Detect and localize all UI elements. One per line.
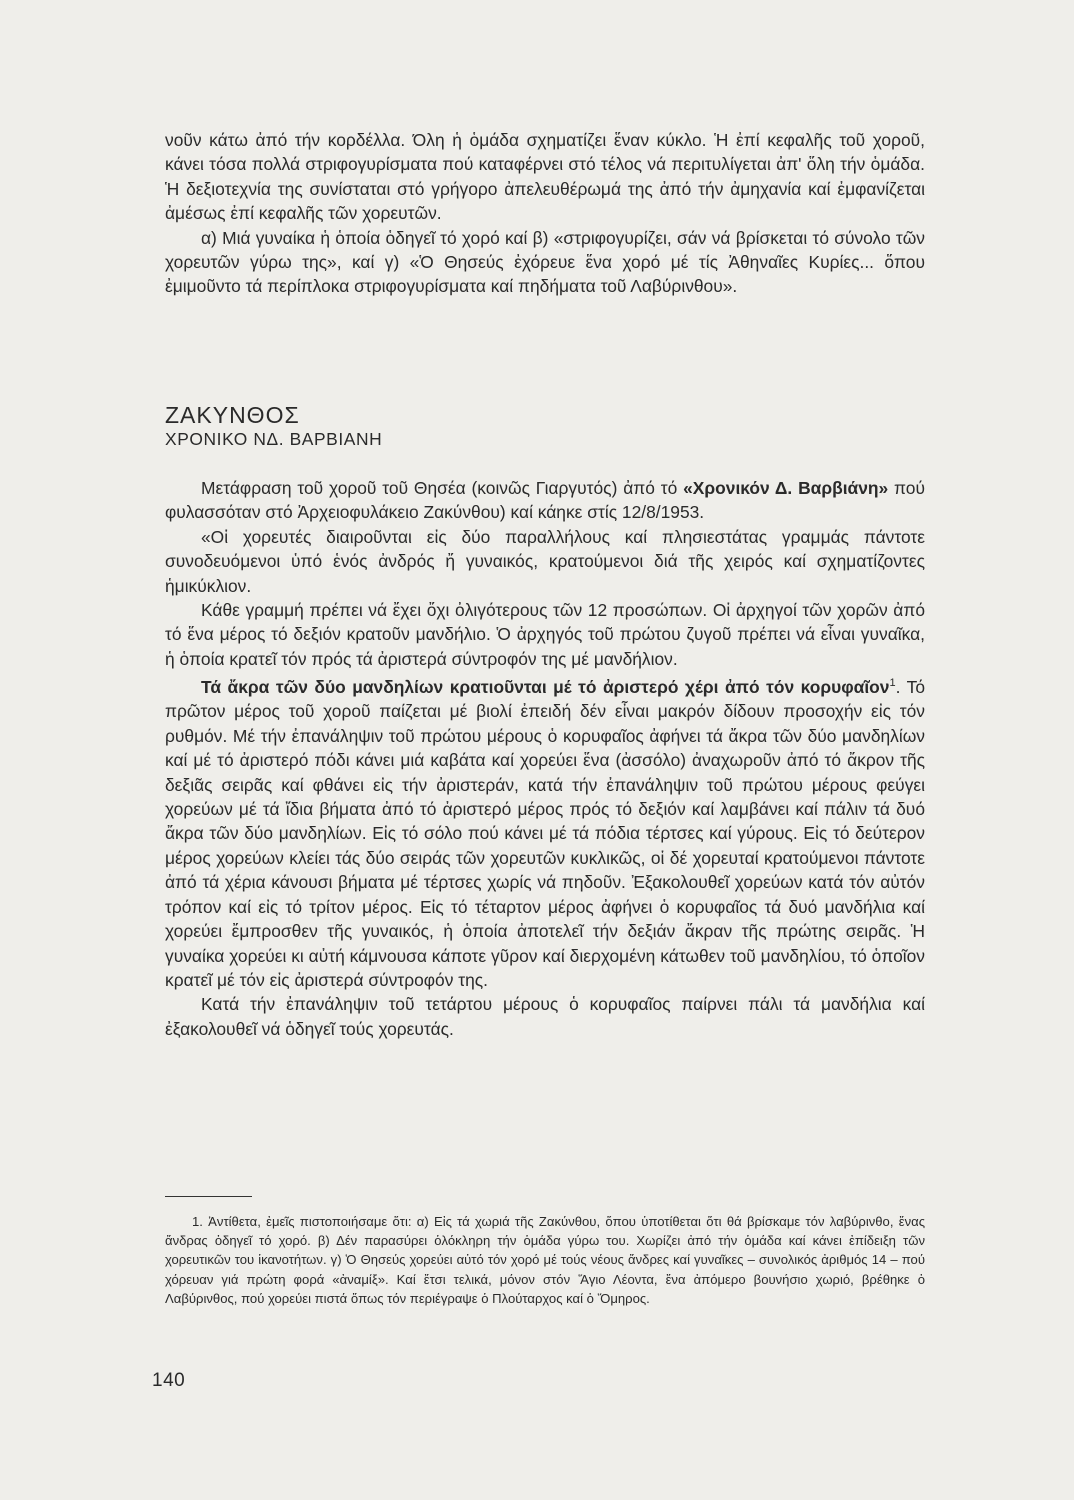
footnotes	[165, 1212, 925, 1308]
section-subtitle: ΧΡΟΝΙΚΟ ΝΔ. ΒΑΡΒΙΑΝΗ	[165, 429, 383, 449]
footnote-divider	[165, 1196, 252, 1197]
paragraph-main	[165, 671, 925, 992]
main-text	[165, 476, 925, 1041]
intro-text-end: πού φυλασσόταν στό Ἀρχειοφυλάκειο Ζακύνθου) καί κάηκε στίς 12/8/1953.	[165, 478, 925, 523]
intro-text: Μετάφραση τοῦ χοροῦ τοῦ Θησέα (κοινῶς Γιαργυτός) ἀπό τό	[201, 478, 684, 498]
opening-text	[165, 128, 925, 299]
section-title: ΖΑΚΥΝΘΟΣ	[165, 402, 300, 428]
footnote-1: 1. Ἀντίθετα, ἐμεῖς πιστοποιήσαμε ὅτι: α) Εἰς τά χωριά τῆς Ζακύνθου, ὅπου ὑποτίθεται ὅτι θά βρίσκαμε τόν λαβύρινθο, ἕνας ἄνδρας ὁδηγεῖ τό χορό. β) Δέν παρασύρει ὁλόκληρη τήν ὁμάδα γύρω του. Χωρίζει ἀπό τήν ὁμάδα καί κάνει ἐπίδειξη τῶν χορευτικῶν του ἱκανοτήτων. γ) Ὁ Θησεύς χορεύει αὐτό τόν χορό μέ τούς νέους ἄνδρες καί γυναῖκες – συνολικός ἀριθμός 14 – πού χόρευαν γιά πρώτη φορά «ἀναμίξ». Καί ἔτσι τελικά, μόνον στόν Ἅγιο Λέοντα, ἕνα ἀπόμερο βουνήσιο χωριό, βρέθηκε ὁ Λαβύρινθος, πού χορεύει πιστά ὅπως τόν περιέγραψε ὁ Πλούταρχος καί ὁ Ὅμηρος.	[165, 1214, 925, 1306]
paragraph-continuation: νοῦν κάτω ἀπό τήν κορδέλλα. Όλη ἡ ὁμάδα σχηματίζει ἕναν κύκλο. Ἡ ἐπί κεφαλῆς τοῦ χοροῦ, κάνει τόσα πολλά στριφογυρίσματα πού καταφέρνει στό τέλος νά περιτυλίγεται ἀπ' ὅλη τήν ὁμάδα. Ἡ δεξιοτεχνία της συνίσταται στό γρήγορο ἀπελευθέρωμά της ἀπό τήν ἀμηχανία καί ἐμφανίζεται ἀμέσως ἐπί κεφαλῆς τῶν χορευτῶν.	[165, 130, 925, 224]
paragraph-points: α) Μιά γυναίκα ἡ ὁποία ὁδηγεῖ τό χορό καί β) «στριφογυρίζει, σάν νά βρίσκεται τό σύνολο τῶν χορευτῶν γύρω της», καί γ) «Ὁ Θησεύς ἐχόρευε ἕνα χορό μέ τίς Ἀθηναῖες Κυρίες... ὅπου ἐμιμοῦντο τά περίπλοκα στριφογυρίσματα καί πηδήματα τοῦ Λαβύρινθου».	[165, 227, 925, 297]
bold-lead: Τά ἄκρα τῶν δύο μανδηλίων κρατιοῦνται μέ τό ἀριστερό χέρι ἀπό τόν κορυφαῖον	[201, 677, 890, 698]
paragraph-quote-2: Κάθε γραμμή πρέπει νά ἔχει ὄχι ὀλιγότερους τῶν 12 προσώπων. Οἱ ἀρχηγοί τῶν χορῶν ἀπό τό ἕνα μέρος τό δεξιόν κρατοῦν μανδήλιο. Ὁ ἀρχηγός τοῦ πρώτου ζυγοῦ πρέπει νά εἶναι γυναῖκα, ἡ ὁποία κρατεῖ τόν πρός τά ἀριστερά σύντροφόν της μέ μανδήλιον.	[165, 600, 925, 669]
paragraph-quote-1: «Οἱ χορευτές διαιροῦνται εἰς δύο παραλλήλους καί πλησιεστάτας γραμμάς πάντοτε συνοδευόμενοι ὑπό ἑνός ἀνδρός ἤ γυναικός, κρατούμενοι διά τῆς χειρός καί σχηματίζοντες ἡμικύκλιον.	[165, 526, 925, 596]
paragraph-intro	[165, 476, 925, 525]
section-heading	[165, 402, 925, 450]
paragraph-last: Κατά τήν ἐπανάληψιν τοῦ τετάρτου μέρους ὁ κορυφαῖος παίρνει πάλι τά μανδήλια καί ἐξακολουθεῖ νά ὁδηγεῖ τούς χορευτάς.	[165, 994, 925, 1039]
chronicle-title: «Χρονικόν Δ. Βαρβιάνη»	[683, 478, 889, 498]
footnote-ref: 1	[889, 677, 896, 690]
page-number: 140	[152, 1370, 186, 1391]
paragraph-main-text: . Τό πρῶτον μέρος τοῦ χοροῦ παίζεται μέ βιολί ἐπειδή δέν εἶναι μακρόν δίδουν προσοχήν εἰς τόν ρυθμόν. Μέ τήν ἐπανάληψιν τοῦ πρώτου μέρους ὁ κορυφαῖος ἀφήνει τά ἄκρα τῶν δύο μανδηλίων καί μέ τό ἀριστερό πόδι κάνει μιά καβάτα καί χορεύει ἕνα (ἀσσόλο) ἀναχωροῦν ἀπό τό ἄκρον τῆς δεξιᾶς σειρᾶς καί φθάνει εἰς τήν ἀριστεράν, κατά τήν ἐπανάληψιν τοῦ πρώτου μέρους φεύγει χορεύων μέ τά ἴδια βήματα ἀπό τό ἀριστερό μέρος πρός τό δεξιόν καί λαμβάνει καί πάλιν τά δυό ἄκρα τῶν δύο μανδηλίων. Εἰς τό σόλο πού κάνει μέ τά πόδια τέρτσες καί γύρους. Εἰς τό δεύτερον μέρος χορεύων κλείει τάς δύο σειράς τῶν χορευτῶν κυκλικῶς, οἱ δέ χορευταί κρατούμενοι πάντοτε ἀπό τά χέρια κάνουσι βήματα μέ τέρτσες χωρίς νά πηδοῦν. Ἐξακολουθεῖ χορεύων κατά τόν αὐτόν τρόπον καί εἰς τό τρίτον μέρος. Εἰς τό τέταρτον μέρος ἀφήνει ὁ κορυφαῖος τά δυό μανδήλια καί χορεύει ἔμπροσθεν τῆς γυναικός, ἡ ὁποία ἀποτελεῖ τήν δεξιάν ἄκραν τῆς πρώτης σειρᾶς. Ἡ γυναίκα χορεύει κι αὐτή κάμνουσα κάποτε γῦρον καί διερχομένη κάτωθεν τοῦ μανδηλίου, τό ὁποῖον κρατεῖ μέ τόν εἰς ἀριστερά σύντροφόν της.	[165, 677, 925, 990]
